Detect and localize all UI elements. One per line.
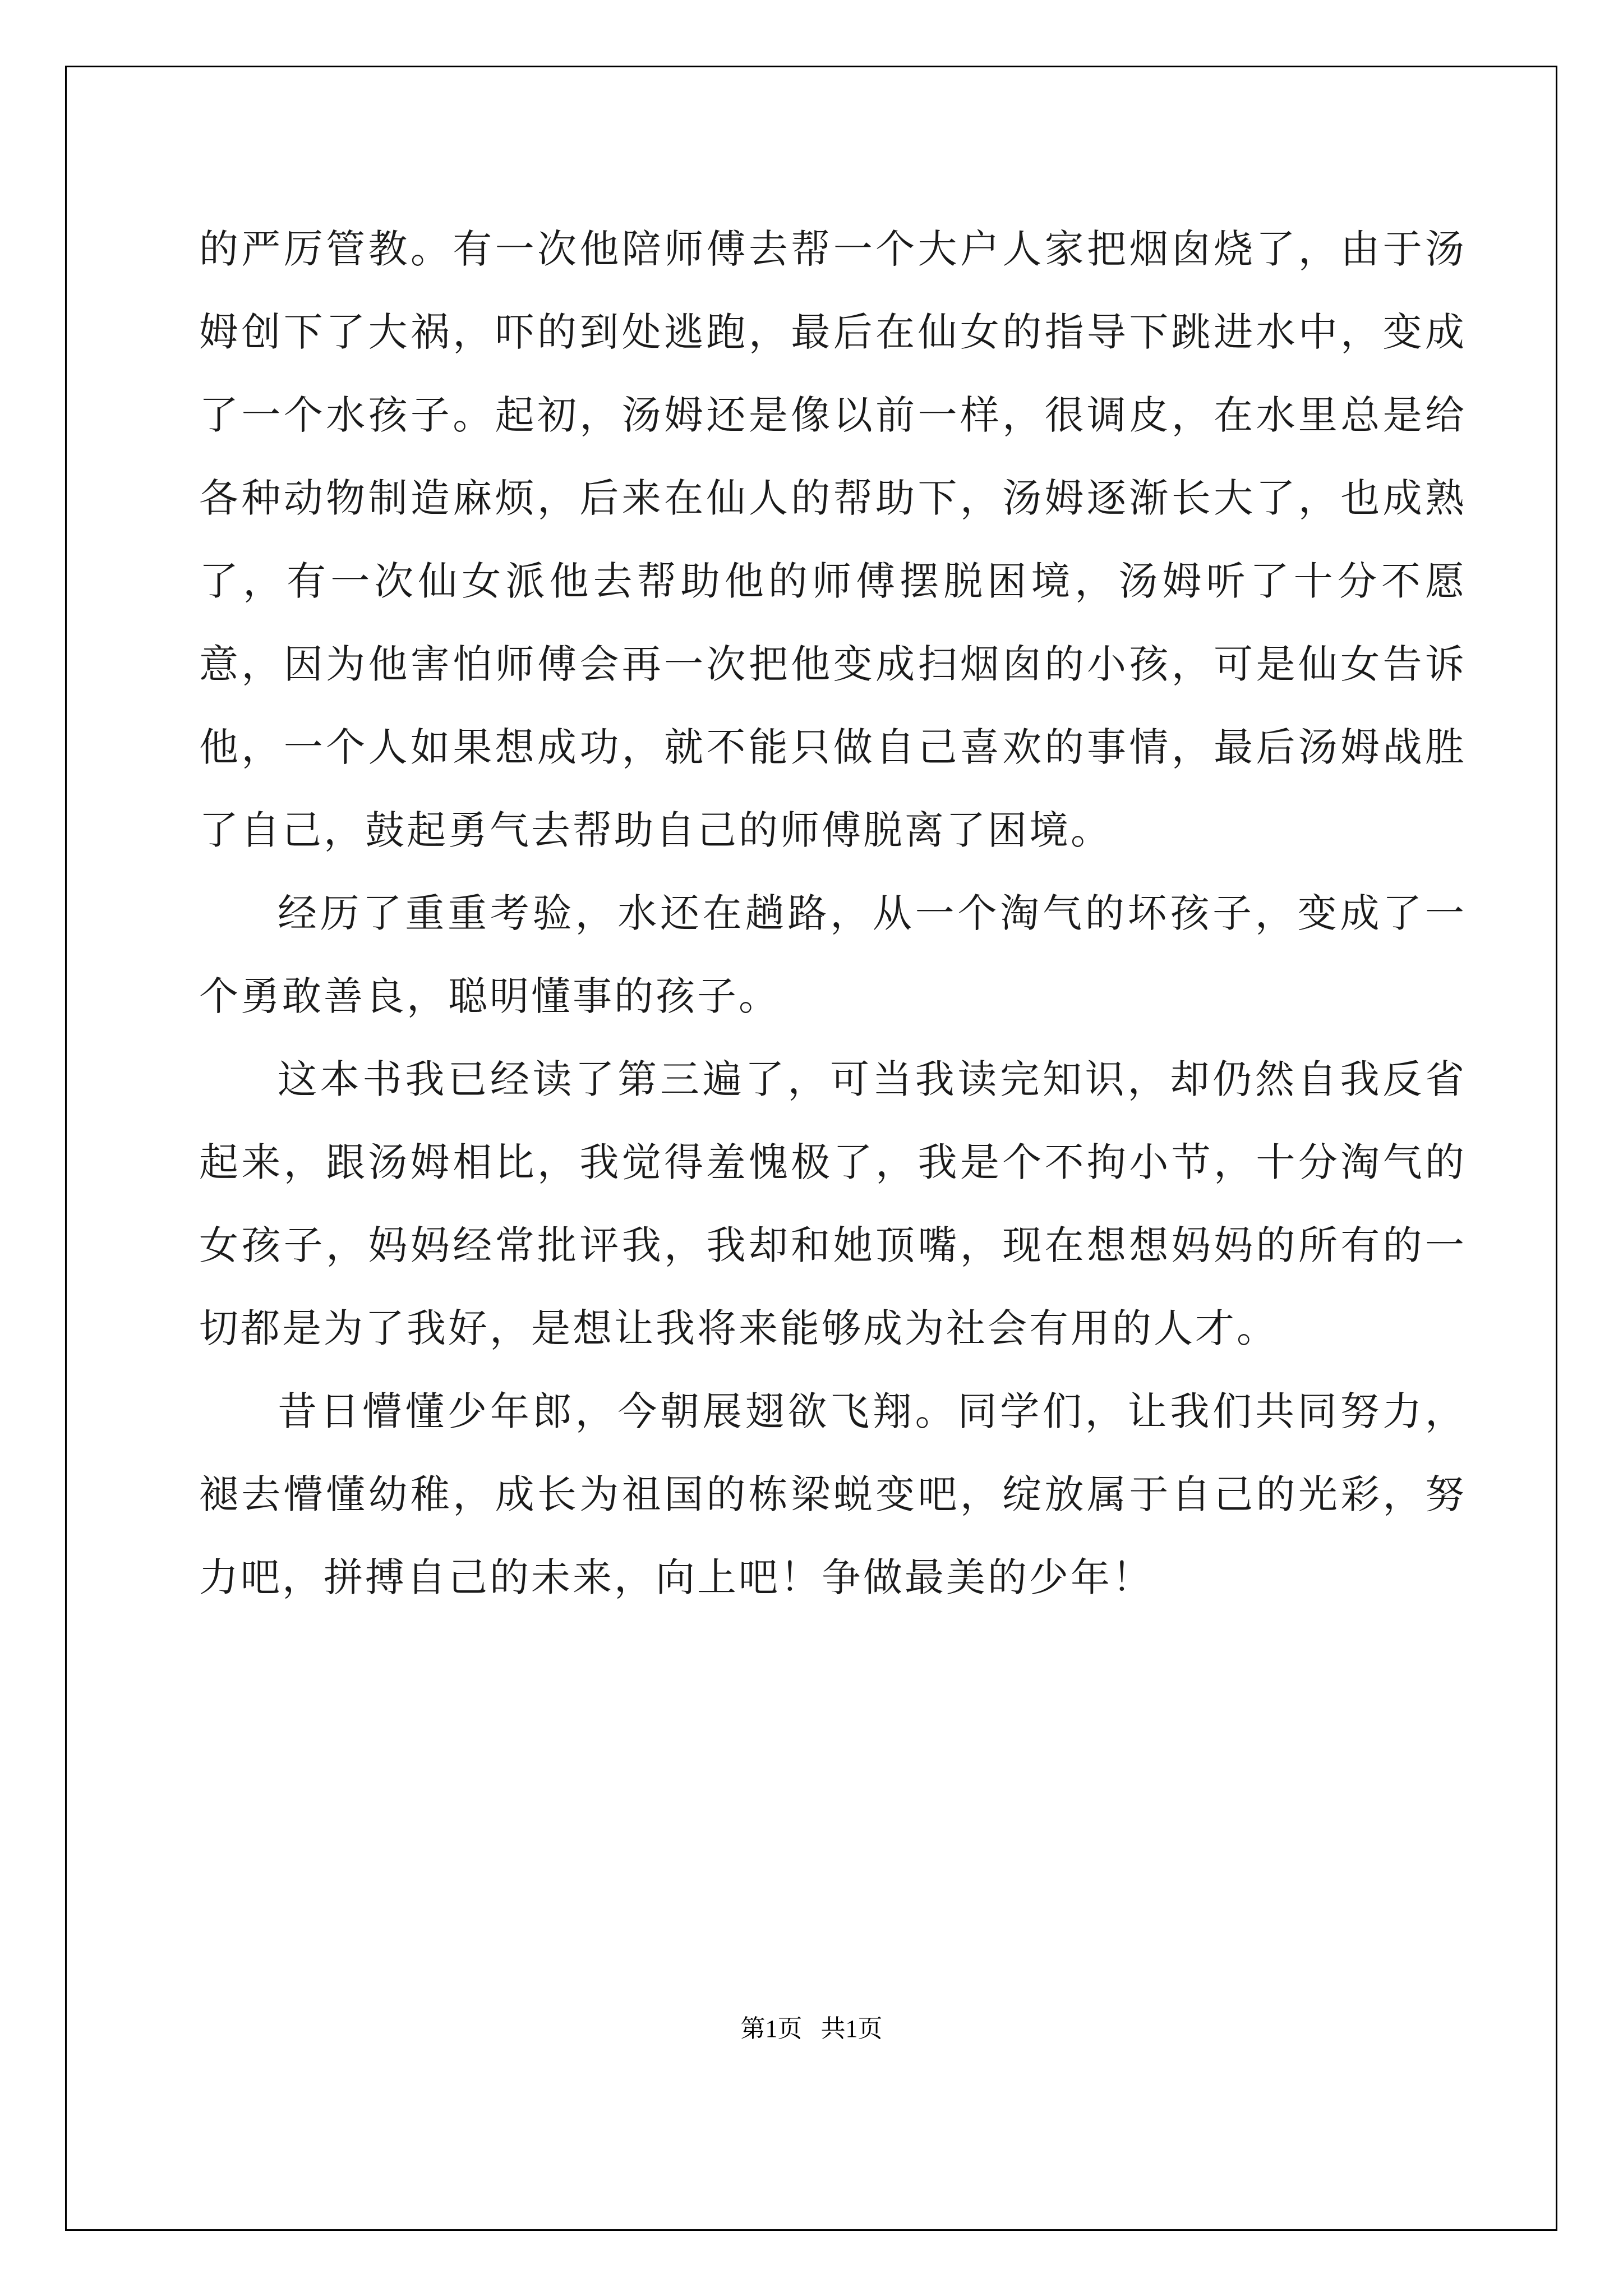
document-body bbox=[199, 208, 1467, 1619]
paragraph-4: 昔日懵懂少年郎，今朝展翅欲飞翔。同学们，让我们共同努力，褪去懵懂幼稚，成长为祖国的栋梁蜕变吧，绽放属于自己的光彩，努力吧，拼搏自己的未来，向上吧！争做最美的少年！ bbox=[199, 1388, 1467, 1600]
paragraph-2: 经历了重重考验，水还在趟路，从一个淘气的坏孩子，变成了一个勇敢善良，聪明懂事的孩子。 bbox=[199, 890, 1467, 1019]
paragraph-1: 的严厉管教。有一次他陪师傅去帮一个大户人家把烟囱烧了，由于汤姆创下了大祸，吓的到处逃跑，最后在仙女的指导下跳进水中，变成了一个水孩子。起初，汤姆还是像以前一样，很调皮，在水里总是给各种动物制造麻烦，后来在仙人的帮助下，汤姆逐渐长大了，也成熟了，有一次仙女派他去帮助他的师傅摆脱困境，汤姆听了十分不愿意，因为他害怕师傅会再一次把他变成扫烟囱的小孩，可是仙女告诉他，一个人如果想成功，就不能只做自己喜欢的事情，最后汤姆战胜了自己，鼓起勇气去帮助自己的师傅脱离了困境。 bbox=[199, 226, 1467, 853]
page-footer: 第1页 共1页 bbox=[740, 2015, 883, 2042]
paragraph-3: 这本书我已经读了第三遍了，可当我读完知识，却仍然自我反省起来，跟汤姆相比，我觉得羞愧极了，我是个不拘小节，十分淘气的女孩子，妈妈经常批评我，我却和她顶嘴，现在想想妈妈的所有的一切都是为了我好，是想让我将来能够成为社会有用的人才。 bbox=[199, 1056, 1467, 1351]
